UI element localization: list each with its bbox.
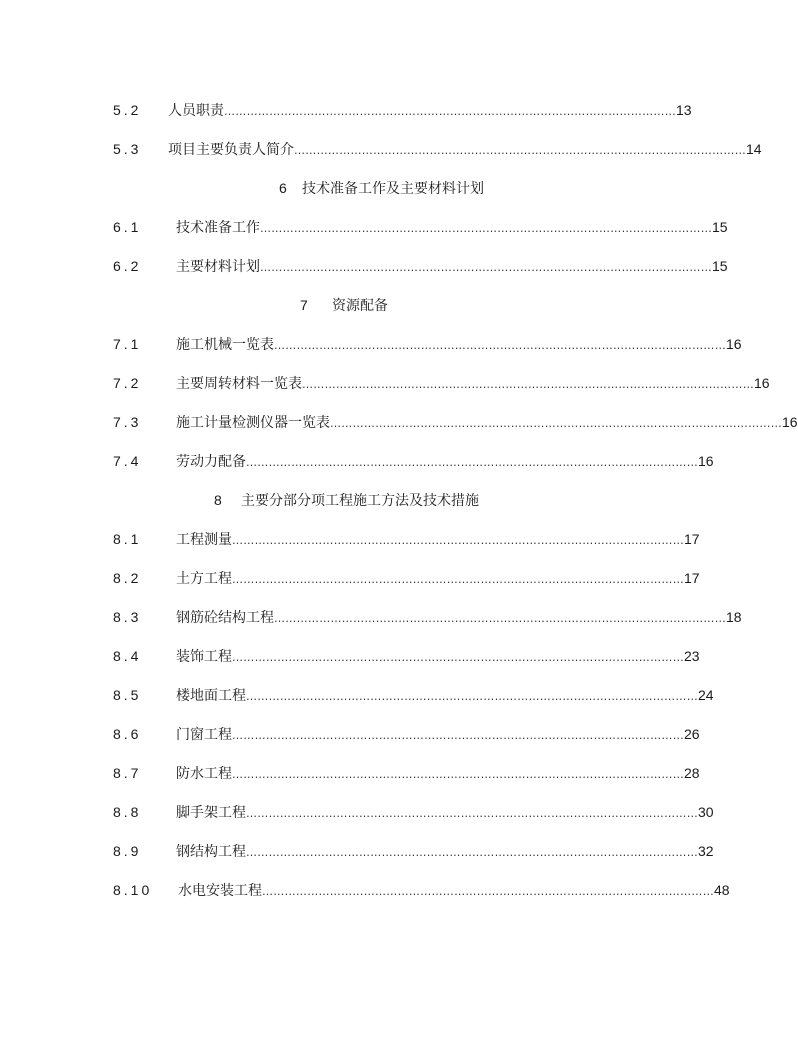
toc-entry-line <box>176 645 700 669</box>
toc-entry-8-3[interactable] <box>0 606 744 628</box>
toc-entry-line <box>176 216 728 240</box>
toc-entry-line <box>176 528 700 552</box>
leader-dots: ………………………………………………………………………………………………………… <box>260 222 712 235</box>
toc-section-heading-7[interactable] <box>300 294 388 316</box>
toc-entry-page: 16 <box>782 414 798 430</box>
toc-entry-number: 8.7 <box>113 765 142 781</box>
toc-entry-title: 施工机械一览表 <box>176 337 274 353</box>
toc-entry-number: 8.4 <box>113 648 142 664</box>
toc-entry-title: 水电安装工程 <box>178 883 262 899</box>
toc-entry-7-4[interactable] <box>0 450 744 472</box>
toc-entry-line <box>178 879 730 903</box>
section-title: 技术准备工作及主要材料计划 <box>302 181 484 197</box>
toc-entry-line <box>168 99 692 123</box>
leader-dots: ………………………………………………………………………………………………………… <box>232 768 684 781</box>
toc-section-heading-8[interactable] <box>214 489 479 511</box>
toc-entry-number: 8.6 <box>113 726 142 742</box>
toc-entry-number: 7.3 <box>113 414 142 430</box>
toc-entry-line <box>176 723 700 747</box>
toc-entry-page: 18 <box>726 609 742 625</box>
toc-entry-number: 8.9 <box>113 843 142 859</box>
toc-entry-line <box>176 684 714 708</box>
toc-entry-page: 14 <box>746 141 762 157</box>
toc-entry-number: 8.5 <box>113 687 142 703</box>
toc-entry-page: 16 <box>726 336 742 352</box>
toc-entry-page: 16 <box>754 375 770 391</box>
section-number: 6 <box>279 180 287 196</box>
toc-entry-line <box>176 606 742 630</box>
toc-entry-page: 23 <box>684 648 700 664</box>
leader-dots: ………………………………………………………………………………………………………… <box>294 144 746 157</box>
toc-entry-page: 28 <box>684 765 700 781</box>
toc-entry-8-1[interactable] <box>0 528 744 550</box>
toc-entry-page: 30 <box>698 804 714 820</box>
leader-dots: ………………………………………………………………………………………………………… <box>232 729 684 742</box>
leader-dots: ………………………………………………………………………………………………………… <box>302 378 754 391</box>
toc-entry-line <box>176 801 714 825</box>
toc-entry-5-2[interactable] <box>0 99 744 121</box>
toc-entry-title: 门窗工程 <box>176 727 232 743</box>
leader-dots: ………………………………………………………………………………………………………… <box>246 807 698 820</box>
toc-entry-number: 8.8 <box>113 804 142 820</box>
toc-entry-8-5[interactable] <box>0 684 744 706</box>
toc-entry-title: 劳动力配备 <box>176 454 246 470</box>
section-title: 主要分部分项工程施工方法及技术措施 <box>241 493 479 509</box>
toc-entry-line <box>176 333 742 357</box>
toc-entry-page: 15 <box>712 258 728 274</box>
toc-entry-number: 6.2 <box>113 258 142 274</box>
toc-entry-7-3[interactable] <box>0 411 798 433</box>
toc-entry-number: 7.1 <box>113 336 142 352</box>
leader-dots: ………………………………………………………………………………………………………… <box>246 690 698 703</box>
toc-entry-line <box>176 762 700 786</box>
toc-entry-line <box>176 840 714 864</box>
toc-entry-line <box>176 450 714 474</box>
toc-entry-title: 钢筋砼结构工程 <box>176 610 274 626</box>
section-number: 8 <box>214 492 222 508</box>
leader-dots: ………………………………………………………………………………………………………… <box>260 261 712 274</box>
toc-entry-5-3[interactable] <box>0 138 762 160</box>
toc-entry-line <box>176 411 798 435</box>
toc-entry-title: 施工计量检测仪器一览表 <box>176 415 330 431</box>
toc-entry-page: 17 <box>684 531 700 547</box>
toc-entry-title: 主要材料计划 <box>176 259 260 275</box>
toc-entry-title: 人员职责 <box>168 103 224 119</box>
toc-entry-page: 48 <box>714 882 730 898</box>
toc-entry-number: 6.1 <box>113 219 142 235</box>
toc-entry-page: 15 <box>712 219 728 235</box>
toc-entry-number: 8.1 <box>113 531 142 547</box>
toc-entry-7-1[interactable] <box>0 333 744 355</box>
toc-entry-number: 8.2 <box>113 570 142 586</box>
section-number: 7 <box>300 297 308 313</box>
toc-entry-title: 主要周转材料一览表 <box>176 376 302 392</box>
toc-entry-page: 26 <box>684 726 700 742</box>
toc-entry-page: 17 <box>684 570 700 586</box>
toc-entry-page: 24 <box>698 687 714 703</box>
toc-entry-8-2[interactable] <box>0 567 744 589</box>
toc-entry-8-9[interactable] <box>0 840 744 862</box>
toc-entry-page: 32 <box>698 843 714 859</box>
toc-entry-title: 钢结构工程 <box>176 844 246 860</box>
toc-entry-line <box>176 567 700 591</box>
toc-entry-title: 土方工程 <box>176 571 232 587</box>
toc-entry-number: 7.2 <box>113 375 142 391</box>
toc-entry-8-4[interactable] <box>0 645 744 667</box>
toc-entry-6-1[interactable] <box>0 216 744 238</box>
toc-entry-title: 防水工程 <box>176 766 232 782</box>
toc-entry-title: 项目主要负责人简介 <box>168 142 294 158</box>
toc-entry-8-10[interactable] <box>0 879 744 901</box>
section-title: 资源配备 <box>332 298 388 314</box>
toc-entry-7-2[interactable] <box>0 372 770 394</box>
toc-entry-title: 技术准备工作 <box>176 220 260 236</box>
leader-dots: ………………………………………………………………………………………………………… <box>246 456 698 469</box>
toc-entry-8-6[interactable] <box>0 723 744 745</box>
toc-entry-8-8[interactable] <box>0 801 744 823</box>
toc-section-heading-6[interactable] <box>279 177 484 199</box>
leader-dots: ………………………………………………………………………………………………………… <box>224 105 676 118</box>
toc-entry-number: 5.2 <box>113 102 142 118</box>
toc-entry-title: 脚手架工程 <box>176 805 246 821</box>
leader-dots: ………………………………………………………………………………………………………… <box>274 612 726 625</box>
leader-dots: ………………………………………………………………………………………………………… <box>330 417 782 430</box>
toc-entry-line <box>176 372 770 396</box>
toc-entry-title: 装饰工程 <box>176 649 232 665</box>
toc-entry-line <box>176 255 728 279</box>
leader-dots: ………………………………………………………………………………………………………… <box>232 651 684 664</box>
toc-entry-page: 16 <box>698 453 714 469</box>
leader-dots: ………………………………………………………………………………………………………… <box>232 534 684 547</box>
toc-entry-title: 楼地面工程 <box>176 688 246 704</box>
toc-entry-8-7[interactable] <box>0 762 744 784</box>
toc-entry-number: 5.3 <box>113 141 142 157</box>
toc-entry-line <box>168 138 762 162</box>
leader-dots: ………………………………………………………………………………………………………… <box>262 885 714 898</box>
toc-entry-number: 7.4 <box>113 453 142 469</box>
toc-entry-title: 工程测量 <box>176 532 232 548</box>
toc-entry-6-2[interactable] <box>0 255 744 277</box>
toc-entry-page: 13 <box>676 102 692 118</box>
leader-dots: ………………………………………………………………………………………………………… <box>232 573 684 586</box>
toc-entry-number: 8.10 <box>113 882 153 898</box>
toc-entry-number: 8.3 <box>113 609 142 625</box>
leader-dots: ………………………………………………………………………………………………………… <box>274 339 726 352</box>
leader-dots: ………………………………………………………………………………………………………… <box>246 846 698 859</box>
